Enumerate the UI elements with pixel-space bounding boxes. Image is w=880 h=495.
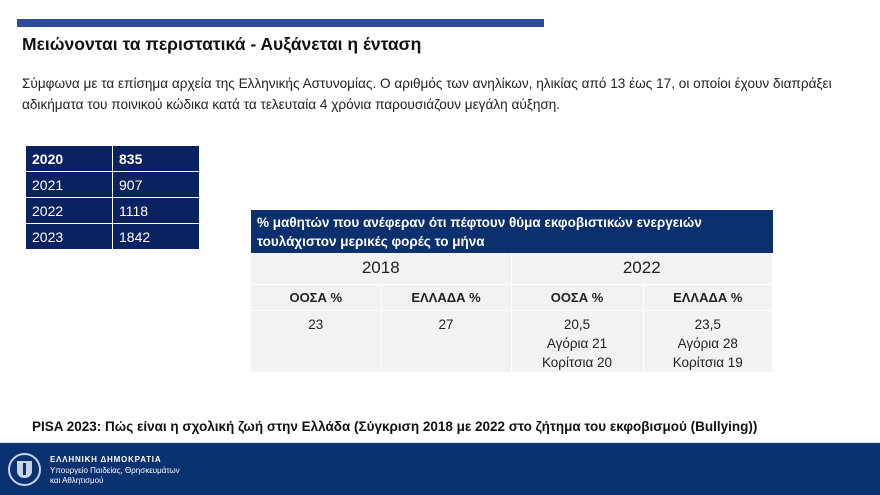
bullying-table-header: % μαθητών που ανέφεραν ότι πέφτουν θύμα εκφοβιστικών ενεργειών τουλάχιστον μερικές φορές το μήνα <box>251 210 773 253</box>
table-row <box>26 198 200 224</box>
source-caption: PISA 2023: Πώς είναι η σχολική ζωή στην Ελλάδα (Σύγκριση 2018 με 2022 στο ζήτημα του εκφοβισμού (Bullying)) <box>32 419 758 434</box>
column-header: ΕΛΛΑΔΑ % <box>381 284 511 310</box>
value-cell <box>511 310 643 372</box>
count-cell: 1118 <box>113 198 200 224</box>
value-cell <box>381 310 511 372</box>
value: 20,5 <box>563 316 591 332</box>
value-cell <box>251 310 381 372</box>
ministry-line2: και Αθλητισμού <box>50 476 104 485</box>
column-header: ΕΛΛΑΔΑ % <box>643 284 773 310</box>
year-header: 2018 <box>251 253 511 284</box>
title-accent-bar <box>17 19 544 27</box>
boys-value: Αγόρια 21 <box>546 335 608 351</box>
offenses-by-year-table <box>25 145 200 250</box>
value: 27 <box>438 316 454 332</box>
footer <box>0 442 880 495</box>
table-row <box>26 224 200 250</box>
coat-of-arms-icon <box>8 453 41 486</box>
girls-value: Κορίτσια 20 <box>541 354 613 370</box>
count-cell: 835 <box>113 146 200 172</box>
year-cell: 2023 <box>26 224 113 250</box>
value: 23,5 <box>694 316 721 332</box>
count-cell: 1842 <box>113 224 200 250</box>
footer-ministry <box>50 466 210 486</box>
intro-text: Σύμφωνα με τα επίσημα αρχεία της Ελληνικής Αστυνομίας. Ο αριθμός των ανηλίκων, ηλικίας από 13 έως 17, οι οποίοι έχουν διαπράξει αδικήματα του ποινικού κώδικα κατά τα τελευταία 4 χρόνια παρουσιάζουν μεγάλη αύξηση. <box>22 76 832 112</box>
table-row <box>26 146 200 172</box>
column-header: ΟΟΣΑ % <box>511 284 643 310</box>
boys-value: Αγόρια 28 <box>677 335 738 351</box>
value-cell <box>643 310 773 372</box>
footer-org: ΕΛΛΗΝΙΚΗ ΔΗΜΟΚΡΑΤΙΑ <box>50 455 162 464</box>
page-title: Μειώνονται τα περιστατικά - Αυξάνεται η ένταση <box>22 34 422 54</box>
count-cell: 907 <box>113 172 200 198</box>
year-cell: 2020 <box>26 146 113 172</box>
bullying-table <box>251 210 773 372</box>
year-cell: 2022 <box>26 198 113 224</box>
year-cell: 2021 <box>26 172 113 198</box>
column-header: ΟΟΣΑ % <box>251 284 381 310</box>
ministry-line1: Υπουργείο Παιδείας, Θρησκευμάτων <box>50 466 180 475</box>
table-row <box>26 172 200 198</box>
girls-value: Κορίτσια 19 <box>672 354 743 370</box>
year-header: 2022 <box>511 253 773 284</box>
value: 23 <box>308 316 324 332</box>
